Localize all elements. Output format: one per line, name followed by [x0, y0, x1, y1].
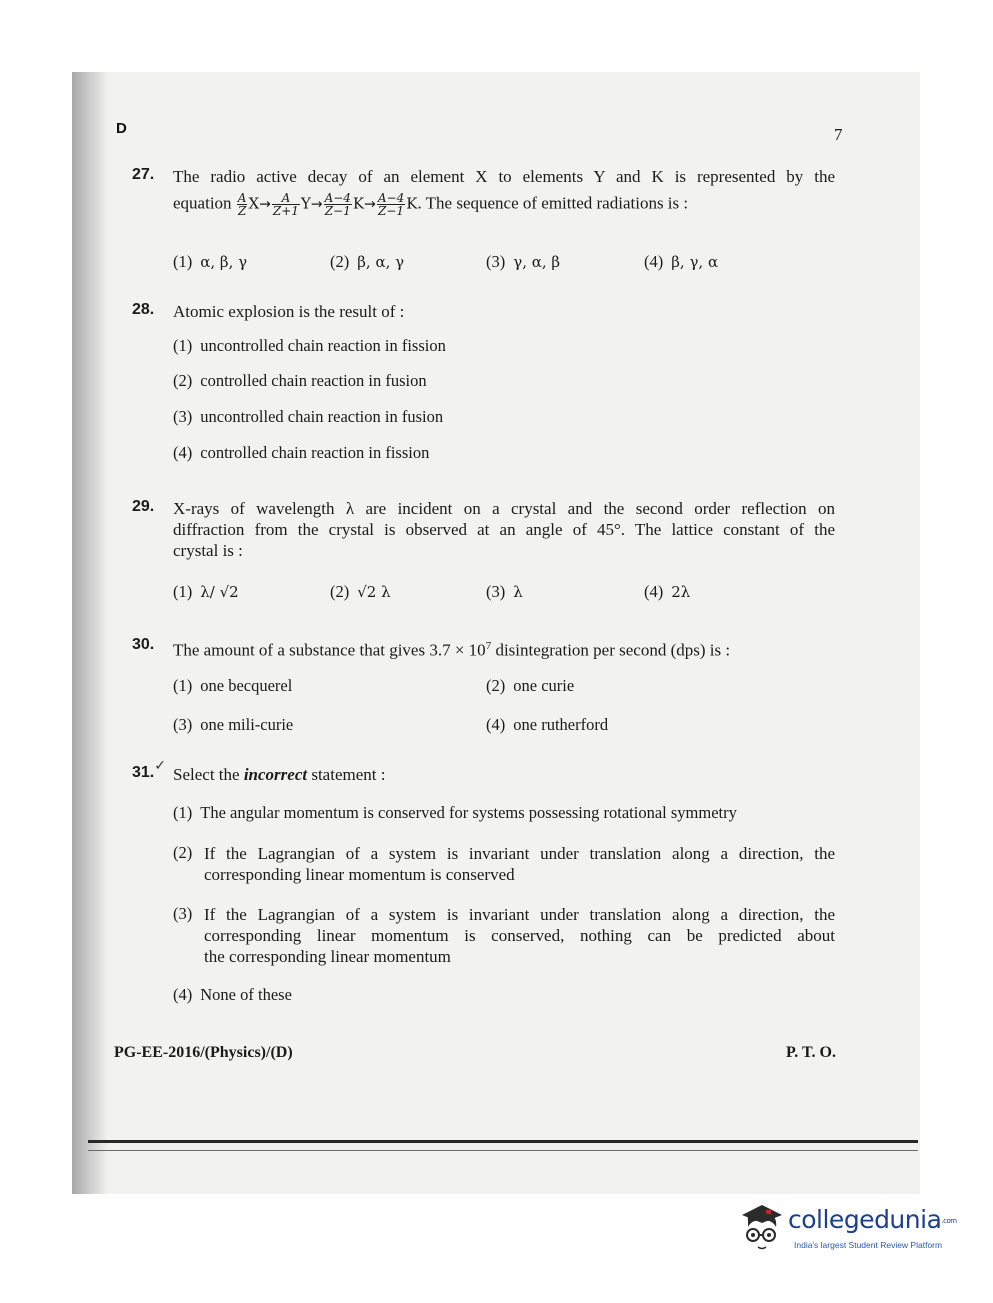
question-number: 28. — [132, 301, 155, 318]
logo-wordmark: collegedunia.com — [788, 1205, 957, 1234]
scanned-exam-page — [72, 72, 920, 1194]
option-2[interactable]: (2) √2 λ — [330, 582, 391, 601]
question-text-line-1: X-rays of wavelength λ are incident on a crystal and the second order reflection on — [173, 499, 835, 518]
option-2[interactable]: (2) one curie — [486, 676, 575, 695]
question-number: 27. — [132, 166, 155, 183]
footer-rule-thin — [88, 1150, 918, 1151]
question-text: Atomic explosion is the result of : — [173, 302, 405, 321]
option-4[interactable]: (4) one rutherford — [486, 715, 609, 734]
question-text: Select the incorrect statement : — [173, 765, 386, 784]
collegedunia-logo[interactable] — [736, 1197, 966, 1261]
option-3-line-1[interactable]: If the Lagrangian of a system is invariant under translation along a direction, the — [204, 905, 835, 924]
question-text: The amount of a substance that gives $3.7 \times 10^7$ disintegration per second (dps) is : — [173, 640, 731, 660]
question-text-line-3: crystal is : — [173, 541, 243, 560]
option-3-line-3[interactable]: the corresponding linear momentum — [204, 947, 451, 966]
option-4[interactable]: (4) controlled chain reaction in fission — [173, 443, 430, 462]
option-1[interactable]: (1) α, β, γ — [173, 252, 248, 271]
option-3[interactable]: (3) one mili-curie — [173, 715, 294, 734]
footer-rule — [88, 1140, 918, 1143]
option-4[interactable]: (4) 2λ — [644, 582, 691, 601]
question-number: 31.✓ — [132, 758, 166, 781]
option-4[interactable]: (4) β, γ, α — [644, 252, 719, 271]
option-4[interactable]: (4) None of these — [173, 985, 292, 1004]
option-3[interactable]: (3) γ, α, β — [486, 252, 561, 271]
option-2-label[interactable]: (2) — [173, 843, 193, 862]
page-turn-over: P. T. O. — [786, 1044, 836, 1061]
option-3[interactable]: (3) uncontrolled chain reaction in fusion — [173, 407, 444, 426]
exam-code: PG-EE-2016/(Physics)/(D) — [114, 1044, 293, 1061]
tick-mark-icon: ✓ — [154, 758, 166, 774]
decay-equation: equation $\frac{A}{Z}$ X→ $\frac{A}{Z+1}$ Y→ $\frac{A-4}{Z-1}$ K→ $\frac{A-4}{Z-1}$ K. The sequence of emitted radiations is : — [173, 191, 689, 218]
option-2[interactable]: (2) controlled chain reaction in fusion — [173, 371, 427, 390]
question-number: 30. — [132, 636, 155, 653]
option-1[interactable]: (1) one becquerel — [173, 676, 293, 695]
option-3[interactable]: (3) λ — [486, 582, 523, 601]
option-2[interactable]: (2) β, α, γ — [330, 252, 405, 271]
question-text-line-2: diffraction from the crystal is observed at an angle of 45°. The lattice constant of the — [173, 520, 835, 539]
binding-shadow — [72, 72, 108, 1194]
option-3-label[interactable]: (3) — [173, 904, 193, 923]
series-letter: D — [116, 120, 127, 137]
option-1[interactable]: (1) The angular momentum is conserved for systems possessing rotational symmetry — [173, 803, 737, 822]
option-3-line-2[interactable]: corresponding linear momentum is conserved, nothing can be predicted about — [204, 926, 835, 945]
student-mascot-icon — [736, 1197, 788, 1257]
option-2-line-2[interactable]: corresponding linear momentum is conserved — [204, 865, 515, 884]
logo-tagline: India's largest Student Review Platform — [794, 1240, 943, 1250]
question-number: 29. — [132, 498, 155, 515]
page-number: 7 — [834, 125, 843, 144]
option-2-line-1[interactable]: If the Lagrangian of a system is invariant under translation along a direction, the — [204, 844, 835, 863]
option-1[interactable]: (1) uncontrolled chain reaction in fission — [173, 336, 446, 355]
question-text: The radio active decay of an element X to elements Y and K is represented by the — [173, 167, 835, 186]
option-1[interactable]: (1) λ/ √2 — [173, 582, 239, 601]
